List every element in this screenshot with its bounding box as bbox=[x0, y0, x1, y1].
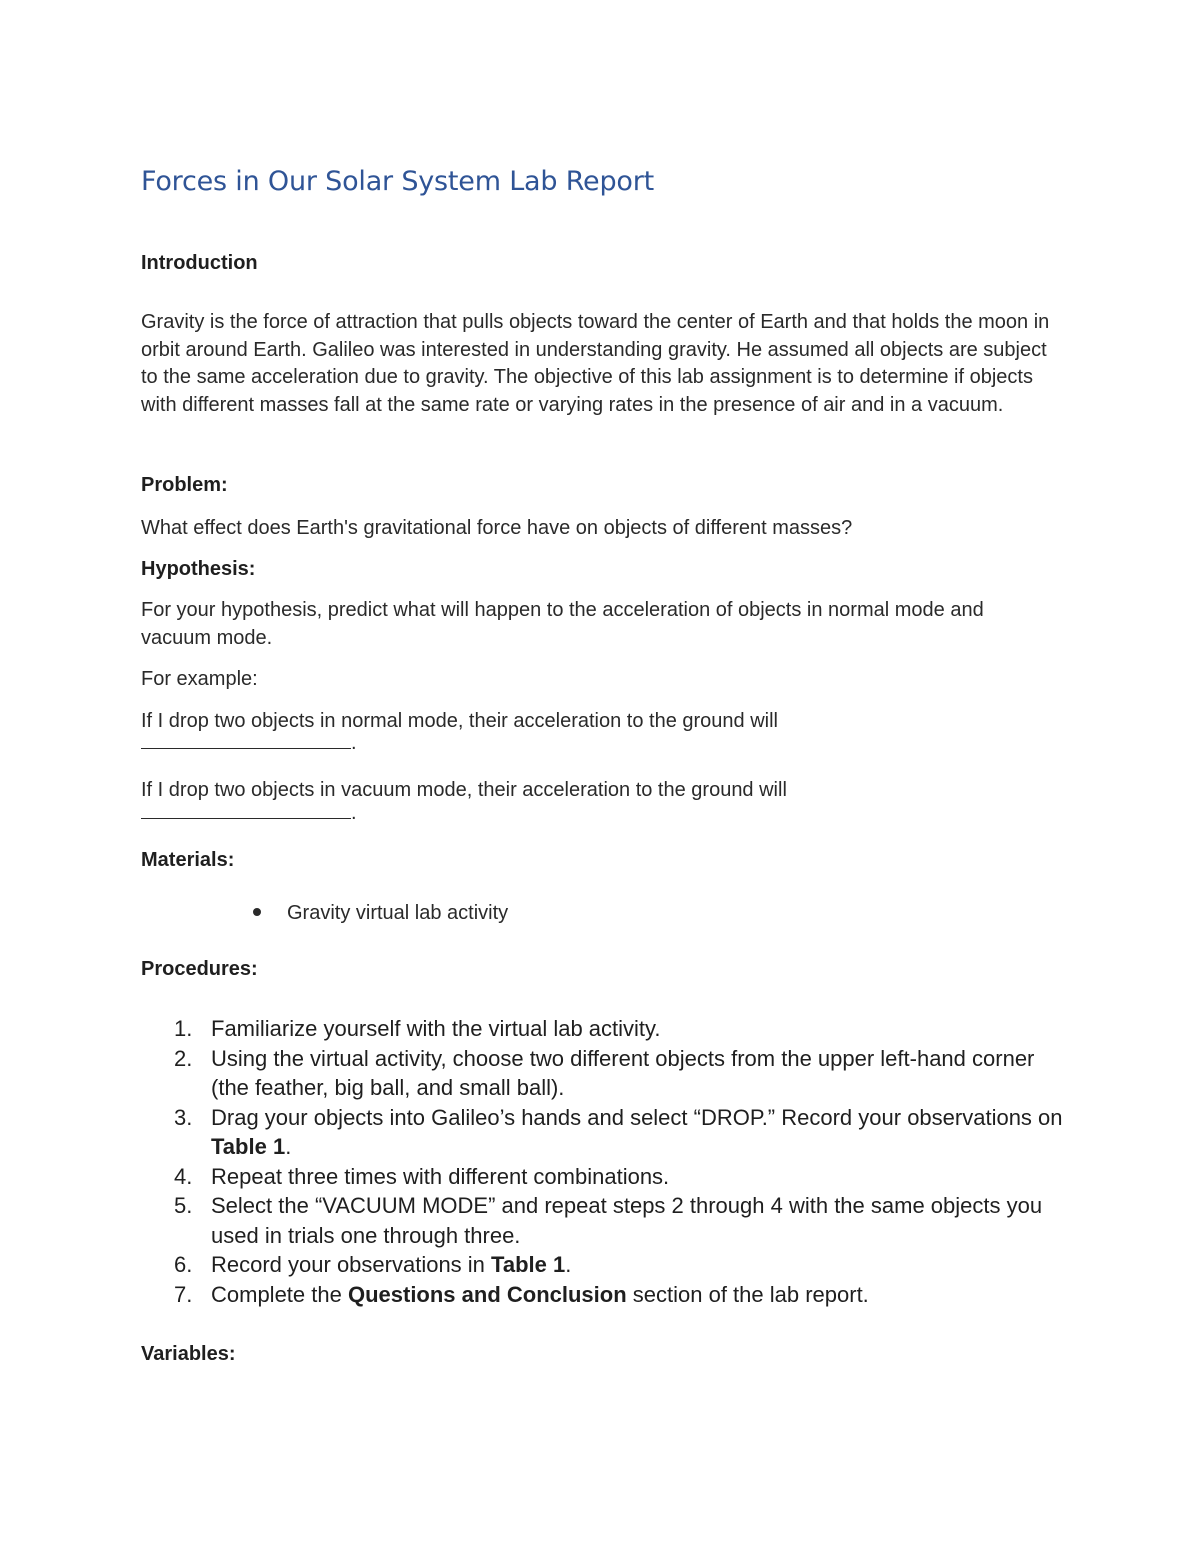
introduction-text: Gravity is the force of attraction that pulls objects toward the center of Earth and that holds the moon in orbit around Earth. Galileo was interested in understanding gravity. He assumed all objects are subject to the same acceleration due to gravity. The objective of this lab assignment is to determine if objects with different masses fall at the same rate or varying rates in the presence of air and in a vacuum. bbox=[141, 311, 1050, 416]
step-number: 7. bbox=[174, 1281, 193, 1307]
procedure-step bbox=[141, 1044, 1071, 1103]
step-text-bold: Table 1 bbox=[211, 1134, 286, 1159]
materials-list-item bbox=[253, 902, 508, 925]
step-text: Familiarize yourself with the virtual lab activity. bbox=[211, 1016, 661, 1041]
bullet-icon bbox=[253, 908, 261, 916]
materials-heading: Materials: bbox=[141, 849, 235, 871]
step-number: 6. bbox=[174, 1252, 193, 1277]
step-text: section of the lab report. bbox=[626, 1281, 869, 1307]
step-number: 3. bbox=[174, 1104, 193, 1130]
procedure-step bbox=[141, 1280, 1071, 1310]
problem-text: What effect does Earth's gravitational force have on objects of different masses? bbox=[141, 517, 853, 539]
step-text: Drag your objects into Galileo’s hands and select “DROP.” Record your observations on bbox=[211, 1104, 1063, 1130]
hypothesis-heading: Hypothesis: bbox=[141, 558, 256, 580]
step-number: 5. bbox=[174, 1193, 193, 1218]
hypothesis-blank-vacuum[interactable] bbox=[141, 802, 357, 825]
hypothesis-statement-vacuum: If I drop two objects in vacuum mode, their acceleration to the ground will bbox=[141, 779, 787, 801]
step-text: Complete the bbox=[211, 1281, 348, 1307]
hypothesis-blank-normal[interactable] bbox=[141, 732, 357, 755]
hypothesis-statement-normal: If I drop two objects in normal mode, their acceleration to the ground will bbox=[141, 710, 778, 732]
procedure-step bbox=[141, 1250, 1071, 1280]
variables-heading: Variables: bbox=[141, 1343, 236, 1365]
step-number: 2. bbox=[174, 1045, 193, 1071]
introduction-heading: Introduction bbox=[141, 252, 258, 274]
step-text: Record your observations in bbox=[211, 1252, 492, 1277]
procedure-step bbox=[141, 1191, 1071, 1250]
step-text-bold: Table 1 bbox=[491, 1252, 566, 1277]
procedure-step bbox=[141, 1162, 1071, 1192]
procedures-list bbox=[141, 1014, 1071, 1309]
step-text: Select the “VACUUM MODE” and repeat steps 2 through 4 with the same objects you used in trials one through three. bbox=[211, 1193, 1043, 1248]
procedure-step bbox=[141, 1103, 1071, 1162]
materials-item-label: Gravity virtual lab activity bbox=[287, 902, 509, 924]
document-title: Forces in Our Solar System Lab Report bbox=[141, 166, 655, 197]
answer-blank-line bbox=[141, 734, 351, 749]
step-text-bold: Questions and Conclusion bbox=[347, 1281, 627, 1307]
problem-heading: Problem: bbox=[141, 474, 228, 496]
answer-blank-line bbox=[141, 804, 351, 819]
hypothesis-example-label: For example: bbox=[141, 668, 258, 690]
hypothesis-instruction: For your hypothesis, predict what will happen to the acceleration of objects in normal mode and vacuum mode. bbox=[141, 599, 984, 649]
procedure-step bbox=[141, 1014, 1071, 1044]
step-number: 4. bbox=[174, 1163, 193, 1189]
step-number: 1. bbox=[174, 1016, 193, 1041]
blank-suffix: . bbox=[351, 802, 357, 824]
step-text: Using the virtual activity, choose two different objects from the upper left-hand corner (the feather, big ball, and small ball). bbox=[211, 1045, 1035, 1100]
procedures-heading: Procedures: bbox=[141, 958, 258, 980]
blank-suffix: . bbox=[351, 732, 357, 754]
step-text: Repeat three times with different combinations. bbox=[211, 1163, 670, 1189]
step-text: . bbox=[285, 1134, 292, 1159]
step-text: . bbox=[565, 1252, 572, 1277]
